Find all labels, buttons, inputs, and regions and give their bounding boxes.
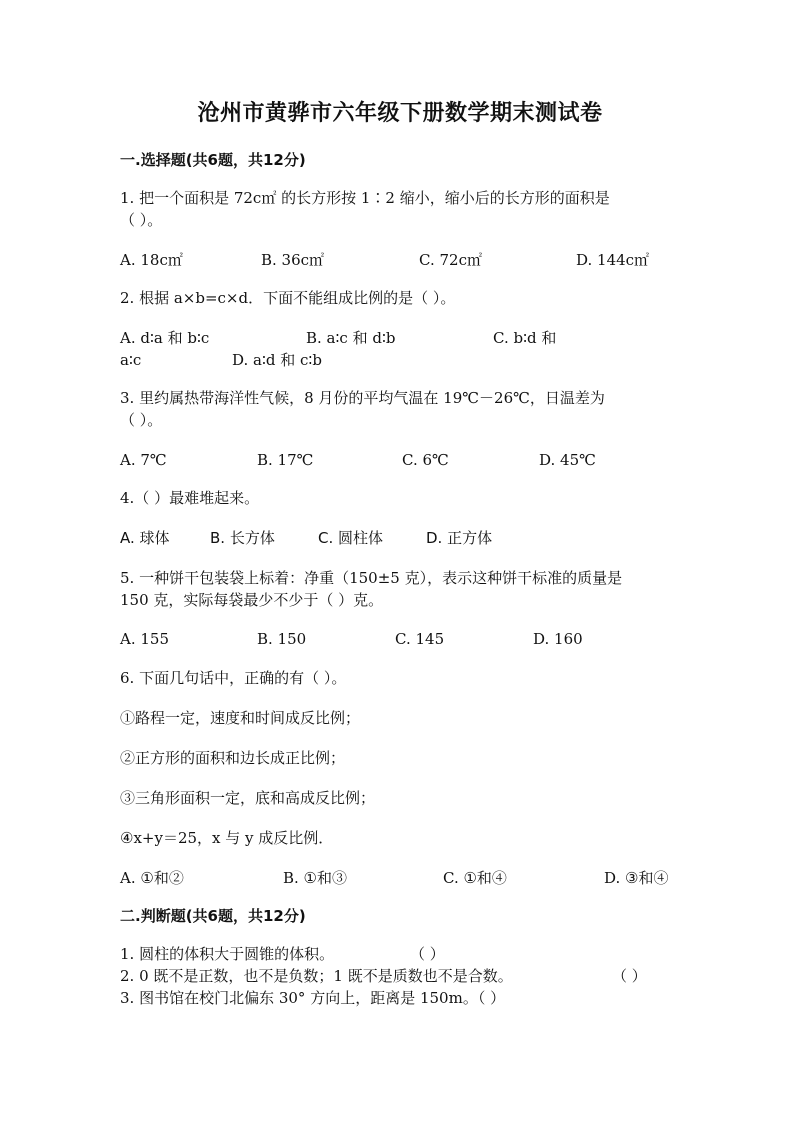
question-2-option-b: B. a∶c 和 d∶b [306,329,396,347]
question-2-text: 2. 根据 a×b=c×d．下面不能组成比例的是（ ）。 [120,289,456,307]
question-2-option-c: C. b∶d 和 [493,329,557,347]
question-2-option-a: A. d∶a 和 b∶c [120,329,210,347]
question-4-option-b: B. 长方体 [210,529,275,547]
question-5-option-c: C. 145 [395,630,445,648]
judgment-2-text: 2. 0 既不是正数，也不是负数；1 既不是质数也不是合数。 [120,967,513,985]
question-5-option-d: D. 160 [533,630,583,648]
question-3-option-a: A. 7℃ [120,451,167,469]
judgment-1-text: 1. 圆柱的体积大于圆锥的体积。 [120,945,335,963]
question-6-option-d: D. ③和④ [604,869,669,887]
question-3-option-b: B. 17℃ [257,451,314,469]
question-3-option-c: C. 6℃ [402,451,449,469]
question-3-option-d: D. 45℃ [539,451,596,469]
section-header-judgment: 二.判断题(共6题，共12分) [120,907,306,925]
question-5-option-a: A. 155 [120,630,169,648]
question-1-option-b: B. 36c㎡ [261,251,325,269]
question-6-text: 6. 下面几句话中，正确的有（ ）。 [120,669,347,687]
question-6-option-c: C. ①和④ [443,869,507,887]
question-6-option-b: B. ①和③ [283,869,348,887]
question-4-option-a: A. 球体 [120,529,170,547]
question-5-text-cont: 150 克，实际每袋最少不少于（ ）克。 [120,591,384,609]
question-2-option-d: D. a∶d 和 c∶b [232,351,322,369]
question-5-option-b: B. 150 [257,630,307,648]
question-5-text: 5. 一种饼干包装袋上标着：净重（150±5 克），表示这种饼干标准的质量是 [120,569,623,587]
question-6-option-a: A. ①和② [120,869,184,887]
question-1-text-cont: （ ）。 [120,211,163,229]
question-6-statement-4: ④x+y＝25，x 与 y 成反比例． [120,829,334,847]
section-header-choice: 一.选择题(共6题，共12分) [120,151,306,169]
question-2-option-c-cont: a∶c [120,351,142,369]
question-3-text: 3. 里约属热带海洋性气候，8 月份的平均气温在 19℃－26℃，日温差为 [120,389,605,407]
question-6-statement-2: ②正方形的面积和边长成正比例； [120,749,346,767]
question-4-option-d: D. 正方体 [426,529,493,547]
question-6-statement-3: ③三角形面积一定，底和高成反比例； [120,789,376,807]
question-1-option-a: A. 18c㎡ [120,251,183,269]
judgment-1-answer-paren: （ ） [410,945,445,963]
page-title: 沧州市黄骅市六年级下册数学期末测试卷 [197,101,603,126]
question-1-text: 1. 把一个面积是 72c㎡ 的长方形按 1∶2 缩小，缩小后的长方形的面积是 [120,189,610,207]
question-1-option-d: D. 144c㎡ [576,251,650,269]
question-4-text: 4.（ ）最难堆起来。 [120,489,260,507]
question-1-option-c: C. 72c㎡ [419,251,482,269]
question-4-option-c: C. 圆柱体 [318,529,384,547]
judgment-3-text: 3. 图书馆在校门北偏东 30° 方向上，距离是 150m。（ ） [120,989,506,1007]
question-3-text-cont: （ ）。 [120,411,163,429]
judgment-2-answer-paren: （ ） [612,967,647,985]
question-6-statement-1: ①路程一定，速度和时间成反比例； [120,709,361,727]
